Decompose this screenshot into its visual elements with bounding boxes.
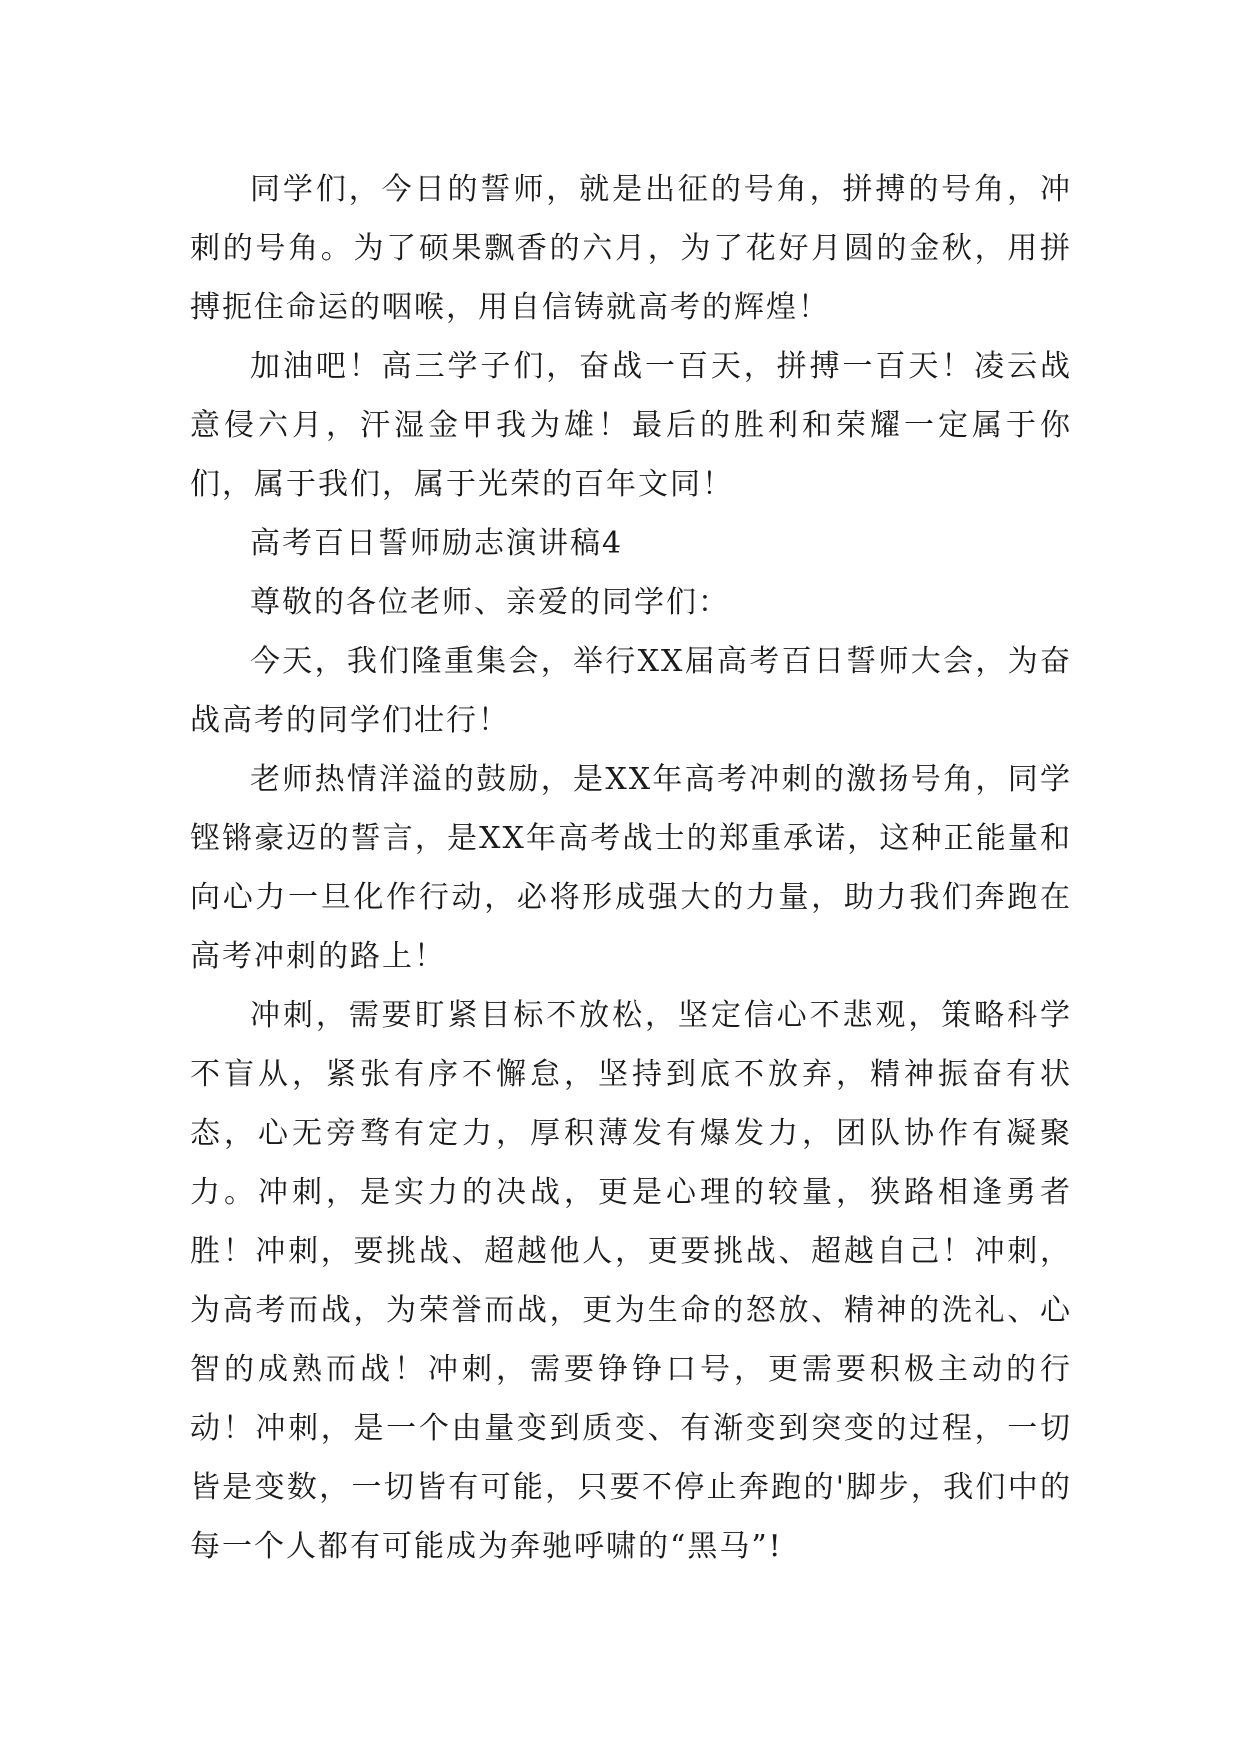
paragraph-oath-call: 同学们，今日的誓师，就是出征的号角，拼搏的号角，冲刺的号角。为了硕果飘香的六月，为了花好月圆的金秋，用拼搏扼住命运的咽喉，用自信铸就高考的辉煌！ [190,172,1072,325]
document-body [190,160,1072,1576]
paragraph-cheer: 加油吧！高三学子们，奋战一百天，拼搏一百天！凌云战意侵六月，汗湿金甲我为雄！最后的胜利和荣耀一定属于你们，属于我们，属于光荣的百年文同！ [190,349,1072,502]
paragraph-opening: 今天，我们隆重集会，举行XX届高考百日誓师大会，为奋战高考的同学们壮行！ [190,644,1072,738]
speech-title: 高考百日誓师励志演讲稿4 [250,526,624,561]
salutation: 尊敬的各位老师、亲爱的同学们： [250,585,730,620]
paragraph-encouragement: 老师热情洋溢的鼓励，是XX年高考冲刺的激扬号角，同学铿锵豪迈的誓言，是XX年高考战士的郑重承诺，这种正能量和向心力一旦化作行动，必将形成强大的力量，助力我们奔跑在高考冲刺的路上！ [190,762,1072,974]
paragraph-sprint: 冲刺，需要盯紧目标不放松，坚定信心不悲观，策略科学不盲从，紧张有序不懈怠，坚持到底不放弃，精神振奋有状态，心无旁骛有定力，厚积薄发有爆发力，团队协作有凝聚力。冲刺，是实力的决战，更是心理的较量，狭路相逢勇者胜！冲刺，要挑战、超越他人，更要挑战、超越自己！冲刺，为高考而战，为荣誉而战，更为生命的怒放、精神的洗礼、心智的成熟而战！冲刺，需要铮铮口号，更需要积极主动的行动！冲刺，是一个由量变到质变、有渐变到突变的过程，一切皆是变数，一切皆有可能，只要不停止奔跑的'脚步，我们中的每一个人都有可能成为奔驰呼啸的“黑马”! [190,998,1072,1564]
